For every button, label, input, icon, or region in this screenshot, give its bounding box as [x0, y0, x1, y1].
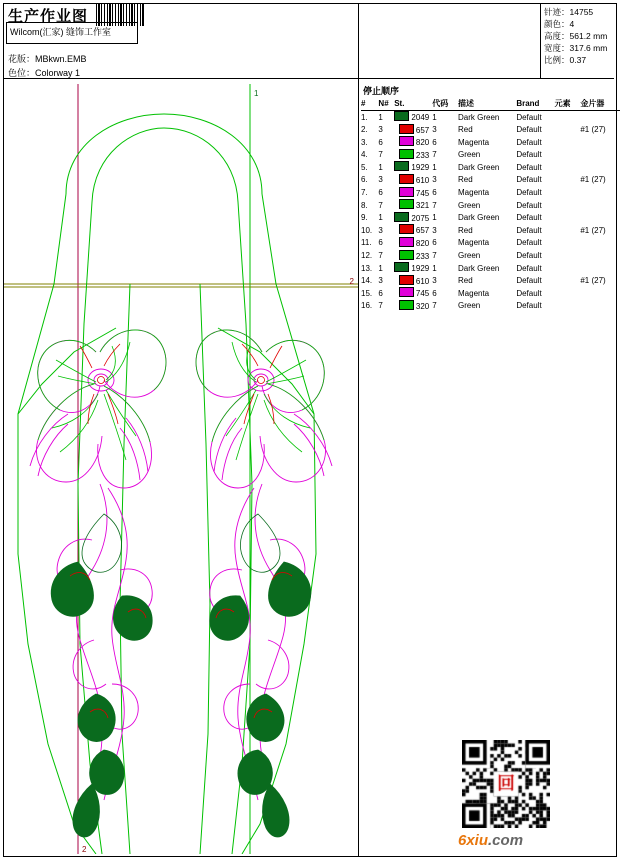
scale-row — [544, 54, 614, 66]
col-stitches: St. — [394, 98, 432, 111]
cell-sequin: #1 (27) — [580, 125, 606, 135]
cell-element — [555, 149, 581, 162]
cell-element — [555, 111, 581, 124]
page-title: 生产作业图 — [8, 8, 89, 25]
color-swatch — [394, 111, 409, 121]
cell-needle: 7 — [378, 200, 383, 210]
col-sequin: 金片器 — [580, 98, 620, 111]
color-swatch — [399, 287, 414, 297]
sequence-title: 停止顺序 — [363, 86, 400, 96]
cell-index: 1. — [361, 112, 368, 122]
cell-code: 3 — [432, 175, 437, 185]
cell-needle: 7 — [378, 251, 383, 261]
cell-brand: Default — [516, 276, 542, 286]
cell-brand: Default — [516, 175, 542, 185]
cell-element — [555, 161, 581, 174]
col-index: # — [361, 98, 378, 111]
cell-description: Red — [458, 225, 473, 235]
cell-code: 1 — [432, 162, 437, 172]
colors-row — [544, 18, 614, 30]
design-label: 花版： — [8, 54, 36, 64]
height-row — [544, 30, 614, 42]
cell-brand: Default — [516, 188, 542, 198]
table-body — [361, 111, 620, 313]
cell-sequin — [580, 199, 620, 212]
cell-element — [555, 250, 581, 263]
cell-needle: 1 — [378, 263, 383, 273]
table-row — [361, 212, 620, 225]
col-needle: N# — [378, 98, 394, 111]
cell-brand: Default — [516, 125, 542, 135]
table-row — [361, 161, 620, 174]
col-element: 元素 — [555, 98, 581, 111]
cell-stitches: 610 — [394, 174, 432, 187]
stitches-value: 14755 — [569, 7, 594, 17]
cell-stitches: 745 — [394, 287, 432, 300]
cell-description: Green — [458, 200, 481, 210]
color-swatch — [394, 161, 409, 171]
cell-element — [555, 262, 581, 275]
cell-index: 5. — [361, 162, 368, 172]
cell-brand: Default — [516, 301, 542, 311]
cell-description: Dark Green — [458, 263, 500, 273]
cell-element — [555, 237, 581, 250]
cell-sequin — [580, 237, 620, 250]
cell-stitches: 657 — [394, 124, 432, 137]
table-row — [361, 250, 620, 263]
color-swatch — [399, 224, 414, 234]
stitches-label: 针迹： — [544, 7, 570, 17]
cell-index: 11. — [361, 238, 372, 248]
table-row — [361, 174, 620, 187]
design-info-panel — [544, 6, 614, 66]
cell-sequin: #1 (27) — [580, 276, 606, 286]
table-row — [361, 262, 620, 275]
color-swatch — [399, 300, 414, 310]
design-value: MBkwn.EMB — [35, 54, 87, 64]
cell-stitches: 320 — [394, 300, 432, 313]
cell-description: Magenta — [458, 238, 490, 248]
cell-code: 1 — [432, 263, 437, 273]
cell-sequin — [580, 111, 620, 124]
cell-code: 3 — [432, 276, 437, 286]
cell-index: 3. — [361, 137, 368, 147]
cell-index: 16. — [361, 301, 373, 311]
table-row — [361, 136, 620, 149]
color-swatch — [399, 149, 414, 159]
colors-label: 颜色： — [544, 19, 570, 29]
cell-element — [555, 174, 581, 187]
cell-stitches: 657 — [394, 224, 432, 237]
cell-description: Dark Green — [458, 213, 500, 223]
cell-stitches: 820 — [394, 136, 432, 149]
cell-stitches: 1929 — [394, 262, 432, 275]
cell-code: 7 — [432, 200, 437, 210]
scale-label: 比例： — [544, 55, 570, 65]
stitches-row — [544, 6, 614, 18]
cell-description: Dark Green — [458, 162, 500, 172]
col-desc: 描述 — [458, 98, 516, 111]
cell-sequin — [580, 149, 620, 162]
cell-sequin — [580, 300, 620, 313]
col-code: 代码 — [432, 98, 458, 111]
cell-needle: 3 — [378, 175, 383, 185]
column-divider — [358, 4, 359, 857]
color-swatch — [394, 212, 409, 222]
height-label: 高度： — [544, 31, 570, 41]
cell-stitches: 1929 — [394, 161, 432, 174]
colorway-label: 色位： — [8, 68, 36, 78]
table-row — [361, 199, 620, 212]
guide-lines — [4, 84, 358, 854]
cell-element — [555, 287, 581, 300]
header-divider — [4, 78, 614, 79]
cell-sequin — [580, 212, 620, 225]
col-brand: Brand — [516, 98, 554, 111]
cell-sequin — [580, 161, 620, 174]
cell-index: 9. — [361, 213, 368, 223]
color-swatch — [399, 187, 414, 197]
marker-bottom-label: 2 — [82, 845, 87, 854]
color-swatch — [394, 262, 409, 272]
cell-description: Magenta — [458, 137, 490, 147]
cell-sequin — [580, 187, 620, 200]
cell-code: 6 — [432, 288, 437, 298]
cell-code: 6 — [432, 188, 437, 198]
cell-brand: Default — [516, 162, 542, 172]
cell-index: 4. — [361, 150, 368, 160]
color-swatch — [399, 275, 414, 285]
cell-index: 15. — [361, 288, 373, 298]
cell-stitches: 233 — [394, 250, 432, 263]
qr-code — [462, 740, 550, 828]
cell-stitches: 2049 — [394, 111, 432, 124]
garment-outline — [18, 114, 316, 854]
design-file-row — [8, 52, 87, 65]
cell-stitches: 233 — [394, 149, 432, 162]
cell-element — [555, 212, 581, 225]
cell-needle: 3 — [378, 225, 383, 235]
cell-brand: Default — [516, 112, 542, 122]
color-swatch — [399, 136, 414, 146]
cell-description: Magenta — [458, 288, 490, 298]
cell-element — [555, 224, 581, 237]
cell-element — [555, 187, 581, 200]
cell-index: 13. — [361, 263, 373, 273]
cell-brand: Default — [516, 225, 542, 235]
cell-description: Green — [458, 150, 481, 160]
cell-code: 6 — [432, 137, 437, 147]
table-row — [361, 149, 620, 162]
color-swatch — [399, 124, 414, 134]
cell-sequin: #1 (27) — [580, 175, 606, 185]
cell-needle: 7 — [378, 150, 383, 160]
color-sequence-table — [361, 98, 620, 313]
cell-code: 1 — [432, 213, 437, 223]
cell-description: Dark Green — [458, 112, 500, 122]
color-swatch — [399, 199, 414, 209]
cell-element — [555, 199, 581, 212]
cell-needle: 1 — [378, 213, 383, 223]
cell-element — [555, 275, 581, 288]
scale-value: 0.37 — [569, 55, 587, 65]
cell-stitches: 745 — [394, 187, 432, 200]
cell-needle: 6 — [378, 188, 383, 198]
cell-code: 3 — [432, 125, 437, 135]
height-value: 561.2 mm — [569, 31, 608, 41]
cell-sequin — [580, 136, 620, 149]
cell-brand: Default — [516, 137, 542, 147]
info-divider — [540, 4, 541, 79]
cell-index: 14. — [361, 276, 373, 286]
watermark-domain: .com — [488, 832, 524, 849]
cell-sequin: #1 (27) — [580, 225, 606, 235]
cell-element — [555, 136, 581, 149]
motif-left — [30, 330, 166, 837]
design-preview-canvas — [4, 84, 358, 854]
width-row — [544, 42, 614, 54]
software-name: Wilcom(汇家) 缝饰工作室 — [10, 27, 111, 37]
cell-stitches: 321 — [394, 199, 432, 212]
watermark-name: 6xiu — [458, 832, 489, 849]
cell-stitches: 2075 — [394, 212, 432, 225]
cell-brand: Default — [516, 150, 542, 160]
table-row — [361, 237, 620, 250]
colorway-value: Colorway 1 — [35, 68, 81, 78]
cell-sequin — [580, 250, 620, 263]
software-name-box — [6, 22, 138, 44]
cell-needle: 6 — [378, 288, 383, 298]
cell-needle: 1 — [378, 162, 383, 172]
table-header-row — [361, 98, 620, 111]
table-row — [361, 300, 620, 313]
cell-needle: 7 — [378, 301, 383, 311]
cell-description: Red — [458, 276, 473, 286]
cell-index: 6. — [361, 175, 368, 185]
color-swatch — [399, 250, 414, 260]
color-swatch — [399, 237, 414, 247]
cell-description: Green — [458, 251, 481, 261]
table-row — [361, 187, 620, 200]
cell-element — [555, 300, 581, 313]
cell-code: 6 — [432, 238, 437, 248]
table-row — [361, 287, 620, 300]
cell-brand: Default — [516, 263, 542, 273]
cell-description: Green — [458, 301, 481, 311]
cell-needle: 6 — [378, 238, 383, 248]
cell-code: 7 — [432, 150, 437, 160]
cell-code: 1 — [432, 112, 437, 122]
cell-sequin — [580, 262, 620, 275]
cell-code: 7 — [432, 251, 437, 261]
cell-needle: 3 — [378, 125, 383, 135]
cell-needle: 6 — [378, 137, 383, 147]
cell-brand: Default — [516, 288, 542, 298]
colors-value: 4 — [569, 19, 575, 29]
cell-brand: Default — [516, 238, 542, 248]
cell-code: 7 — [432, 301, 437, 311]
cell-code: 3 — [432, 225, 437, 235]
cell-needle: 3 — [378, 276, 383, 286]
marker-top-label: 1 — [254, 89, 259, 98]
cell-index: 10. — [361, 225, 373, 235]
cell-stitches: 820 — [394, 237, 432, 250]
cell-description: Magenta — [458, 188, 490, 198]
watermark — [458, 832, 523, 849]
cell-index: 2. — [361, 125, 368, 135]
color-swatch — [399, 174, 414, 184]
table-row — [361, 124, 620, 137]
width-value: 317.6 mm — [569, 43, 608, 53]
marker-right-label: 2 — [349, 277, 354, 286]
cell-brand: Default — [516, 200, 542, 210]
cell-description: Red — [458, 175, 473, 185]
cell-brand: Default — [516, 213, 542, 223]
cell-index: 7. — [361, 188, 368, 198]
cell-index: 8. — [361, 200, 368, 210]
cell-brand: Default — [516, 251, 542, 261]
table-row — [361, 275, 620, 288]
table-row — [361, 111, 620, 124]
embroidery-design-svg — [4, 84, 358, 854]
width-label: 宽度： — [544, 43, 570, 53]
table-row — [361, 224, 620, 237]
cell-description: Red — [458, 125, 473, 135]
cell-sequin — [580, 287, 620, 300]
cell-stitches: 610 — [394, 275, 432, 288]
cell-needle: 1 — [378, 112, 383, 122]
cell-element — [555, 124, 581, 137]
cell-index: 12. — [361, 251, 373, 261]
